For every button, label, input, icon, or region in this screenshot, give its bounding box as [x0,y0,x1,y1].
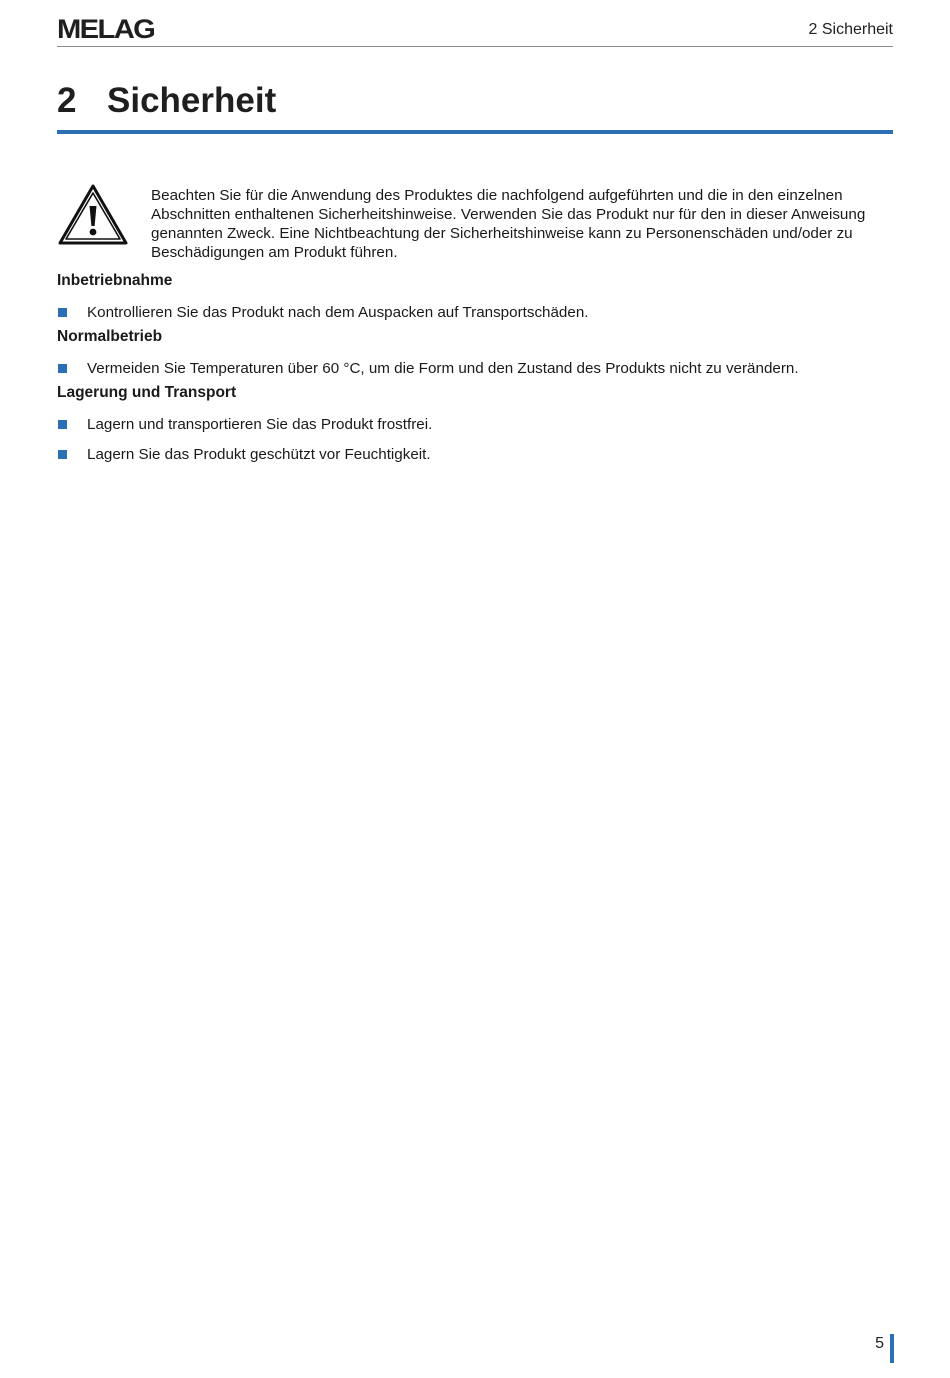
header-rule [57,46,893,47]
chapter-title [57,80,276,122]
bullet-square-icon [58,450,67,459]
safety-intro-text: Beachten Sie für die Anwendung des Produktes die nachfolgend aufgeführten und die in den einzelnen Abschnitten enthaltenen Sicherheitshinweise. Verwenden Sie das Produkt nur für den in dieser Anweisung genannten Zweck. Eine Nichtbeachtung der Sicherheitshinweise kann zu Personenschäden und/oder zu Beschädigungen am Produkt führen. [151,187,866,261]
chapter-number: 2 [57,81,77,120]
running-head: 2 Sicherheit [808,21,893,38]
page-number: 5 [875,1335,884,1352]
page-number-bar [890,1334,894,1363]
section-heading-inbetriebnahme: Inbetriebnahme [57,272,173,289]
section-heading-normalbetrieb: Normalbetrieb [57,328,163,345]
section-heading-lagerung: Lagerung und Transport [57,384,237,401]
chapter-title-rule [57,130,893,134]
list-item-text: Lagern Sie das Produkt geschützt vor Feuchtigkeit. [87,446,431,463]
list-item-text: Lagern und transportieren Sie das Produkt frostfrei. [87,416,433,433]
bullet-square-icon [58,420,67,429]
list-item-text: Kontrollieren Sie das Produkt nach dem Auspacken auf Transportschäden. [87,304,589,321]
brand-logo: MELAG [57,14,155,44]
chapter-title-text: Sicherheit [107,81,277,120]
bullet-square-icon [58,308,67,317]
bullet-square-icon [58,364,67,373]
warning-triangle-icon [58,184,128,246]
list-item-text: Vermeiden Sie Temperaturen über 60 °C, um die Form und den Zustand des Produkts nicht zu verändern. [87,360,799,377]
